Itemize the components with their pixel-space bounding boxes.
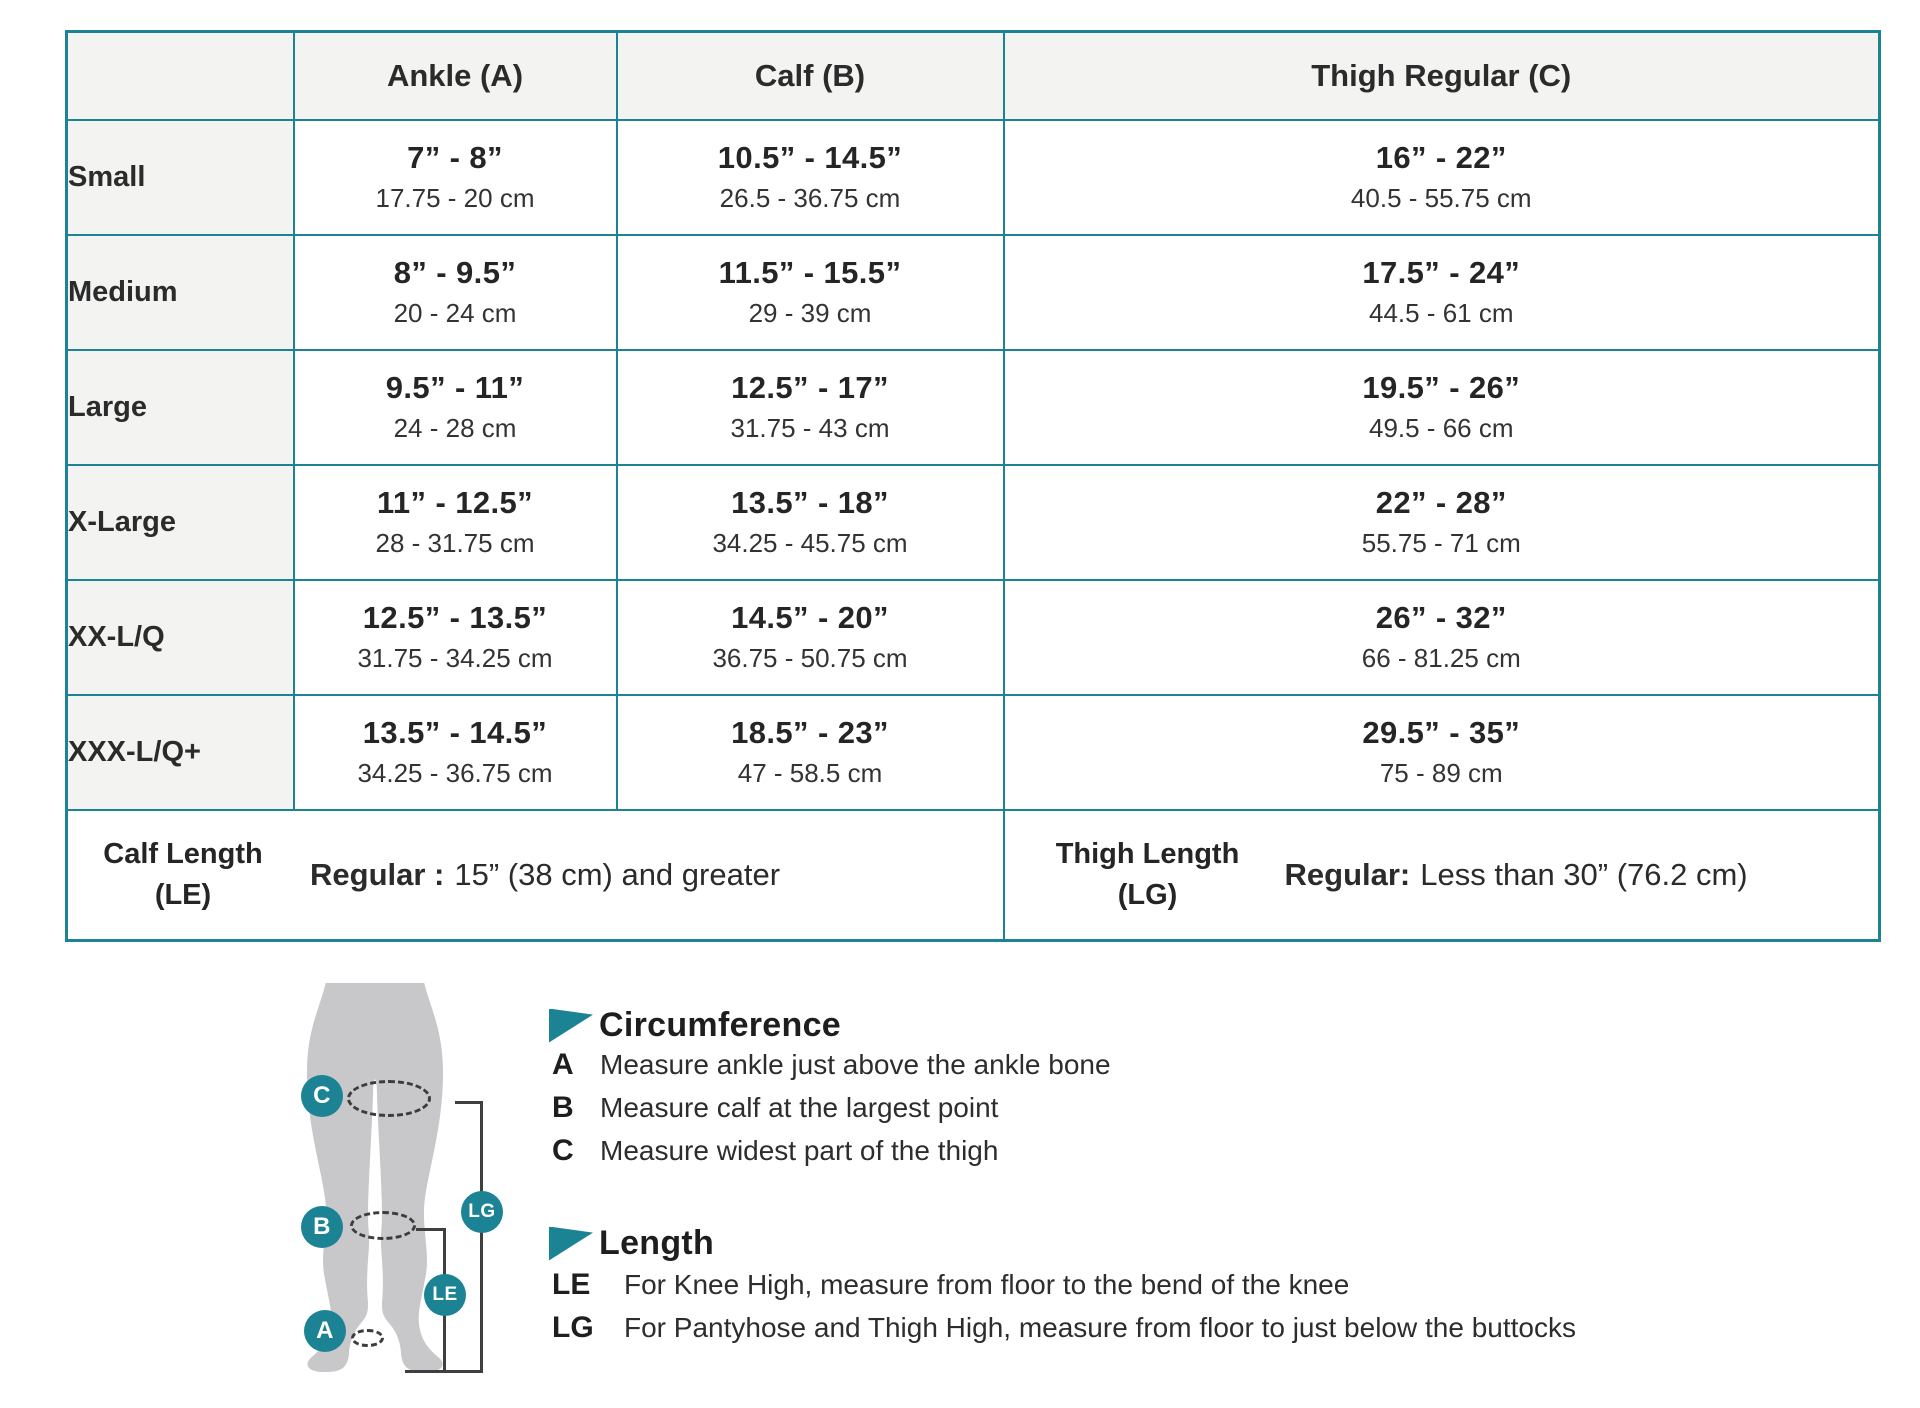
thigh-length-value: Regular: Less than 30” (76.2 cm): [1284, 856, 1748, 892]
length-title: Length: [599, 1224, 715, 1262]
cm-range: 31.75 - 43 cm: [730, 413, 890, 443]
item-key: A: [552, 1048, 574, 1081]
thigh-length-cell: [1004, 810, 1880, 941]
calf-cell: [617, 350, 1004, 465]
thigh-length-label: Thigh Length (LG): [1055, 838, 1240, 911]
size-label: Medium: [67, 235, 294, 350]
ankle-cell: [294, 120, 617, 235]
marker-le-icon: LE: [424, 1274, 466, 1316]
item-key: LG: [552, 1311, 594, 1344]
size-label: XX-L/Q: [67, 580, 294, 695]
flag-icon: [549, 1227, 593, 1261]
list-item: [552, 1091, 1111, 1134]
inches-range: 13.5” - 18”: [731, 485, 889, 520]
calf-length-label: Calf Length (LE): [103, 838, 263, 911]
cm-range: 36.75 - 50.75 cm: [712, 643, 908, 673]
inches-range: 26” - 32”: [1375, 600, 1507, 635]
calf-cell: [617, 465, 1004, 580]
inches-range: 11.5” - 15.5”: [718, 255, 902, 290]
item-text: For Knee High, measure from floor to the bend of the knee: [624, 1269, 1350, 1300]
cm-range: 29 - 39 cm: [748, 298, 872, 328]
calf-cell: [617, 120, 1004, 235]
lg-bracket-line: [480, 1101, 483, 1373]
inches-range: 16” - 22”: [1375, 140, 1507, 175]
header-calf: Calf (B): [617, 32, 1004, 120]
cm-range: 40.5 - 55.75 cm: [1350, 183, 1532, 213]
cm-range: 20 - 24 cm: [393, 298, 517, 328]
thigh-measure-ellipse: [347, 1080, 431, 1117]
item-key: B: [552, 1091, 574, 1124]
thigh-cell: [1004, 235, 1880, 350]
table-header-row: [67, 32, 1880, 120]
item-key: LE: [552, 1268, 591, 1301]
size-label: Large: [67, 350, 294, 465]
floor-line: [405, 1370, 483, 1373]
marker-c-icon: C: [301, 1075, 343, 1117]
inches-range: 12.5” - 17”: [731, 370, 889, 405]
thigh-cell: [1004, 465, 1880, 580]
table-footer-row: [67, 810, 1880, 941]
item-text: For Pantyhose and Thigh High, measure from floor to just below the buttocks: [624, 1312, 1576, 1343]
header-thigh: Thigh Regular (C): [1004, 32, 1880, 120]
cm-range: 34.25 - 45.75 cm: [712, 528, 908, 558]
list-item: [552, 1134, 1111, 1177]
table-row: [67, 465, 1880, 580]
inches-range: 8” - 9.5”: [393, 255, 517, 290]
cm-range: 24 - 28 cm: [393, 413, 517, 443]
cm-range: 34.25 - 36.75 cm: [357, 758, 553, 788]
inches-range: 13.5” - 14.5”: [362, 715, 548, 750]
header-empty-cell: [67, 32, 294, 120]
calf-cell: [617, 695, 1004, 810]
size-label: X-Large: [67, 465, 294, 580]
ankle-cell: [294, 465, 617, 580]
inches-range: 12.5” - 13.5”: [362, 600, 548, 635]
length-heading: [549, 1224, 714, 1263]
item-text: Measure calf at the largest point: [600, 1092, 999, 1123]
ankle-cell: [294, 235, 617, 350]
marker-a-icon: A: [304, 1310, 346, 1352]
inches-range: 9.5” - 11”: [385, 370, 525, 405]
item-text: Measure widest part of the thigh: [600, 1135, 999, 1166]
cm-range: 66 - 81.25 cm: [1361, 643, 1521, 673]
table-row: [67, 120, 1880, 235]
list-item: [552, 1048, 1111, 1091]
inches-range: 7” - 8”: [407, 140, 503, 175]
inches-range: 22” - 28”: [1375, 485, 1507, 520]
circumference-heading: [549, 1006, 841, 1045]
size-label: XXX-L/Q+: [67, 695, 294, 810]
size-chart-table: [65, 30, 1881, 942]
cm-range: 17.75 - 20 cm: [375, 183, 535, 213]
size-label: Small: [67, 120, 294, 235]
header-ankle: Ankle (A): [294, 32, 617, 120]
inches-range: 14.5” - 20”: [731, 600, 889, 635]
marker-lg-icon: LG: [461, 1191, 503, 1233]
table-row: [67, 695, 1880, 810]
table-row: [67, 350, 1880, 465]
inches-range: 29.5” - 35”: [1362, 715, 1521, 750]
list-item: [552, 1268, 1576, 1311]
item-text: Measure ankle just above the ankle bone: [600, 1049, 1111, 1080]
lg-bracket-tick: [455, 1101, 483, 1104]
cm-range: 49.5 - 66 cm: [1368, 413, 1514, 443]
calf-length-value: Regular : 15” (38 cm) and greater: [310, 856, 781, 892]
cm-range: 28 - 31.75 cm: [375, 528, 535, 558]
list-item: [552, 1311, 1576, 1354]
inches-range: 10.5” - 14.5”: [717, 140, 903, 175]
inches-range: 11” - 12.5”: [376, 485, 534, 520]
thigh-cell: [1004, 695, 1880, 810]
table-row: [67, 580, 1880, 695]
cm-range: 55.75 - 71 cm: [1361, 528, 1521, 558]
thigh-cell: [1004, 120, 1880, 235]
calf-cell: [617, 580, 1004, 695]
thigh-cell: [1004, 350, 1880, 465]
length-items: [552, 1268, 1576, 1354]
cm-range: 31.75 - 34.25 cm: [357, 643, 553, 673]
inches-range: 19.5” - 26”: [1362, 370, 1521, 405]
inches-range: 18.5” - 23”: [731, 715, 889, 750]
ankle-measure-ellipse: [351, 1329, 384, 1347]
le-bracket-tick: [416, 1228, 446, 1231]
thigh-cell: [1004, 580, 1880, 695]
ankle-cell: [294, 580, 617, 695]
ankle-cell: [294, 695, 617, 810]
item-key: C: [552, 1134, 574, 1167]
cm-range: 47 - 58.5 cm: [737, 758, 883, 788]
marker-b-icon: B: [301, 1206, 343, 1248]
circumference-title: Circumference: [599, 1006, 841, 1044]
flag-icon: [549, 1009, 593, 1043]
cm-range: 44.5 - 61 cm: [1368, 298, 1514, 328]
calf-cell: [617, 235, 1004, 350]
table-row: [67, 235, 1880, 350]
cm-range: 75 - 89 cm: [1379, 758, 1503, 788]
circumference-items: [552, 1048, 1111, 1177]
cm-range: 26.5 - 36.75 cm: [719, 183, 901, 213]
ankle-cell: [294, 350, 617, 465]
calf-length-cell: [67, 810, 1004, 941]
calf-measure-ellipse: [350, 1211, 416, 1240]
inches-range: 17.5” - 24”: [1362, 255, 1521, 290]
